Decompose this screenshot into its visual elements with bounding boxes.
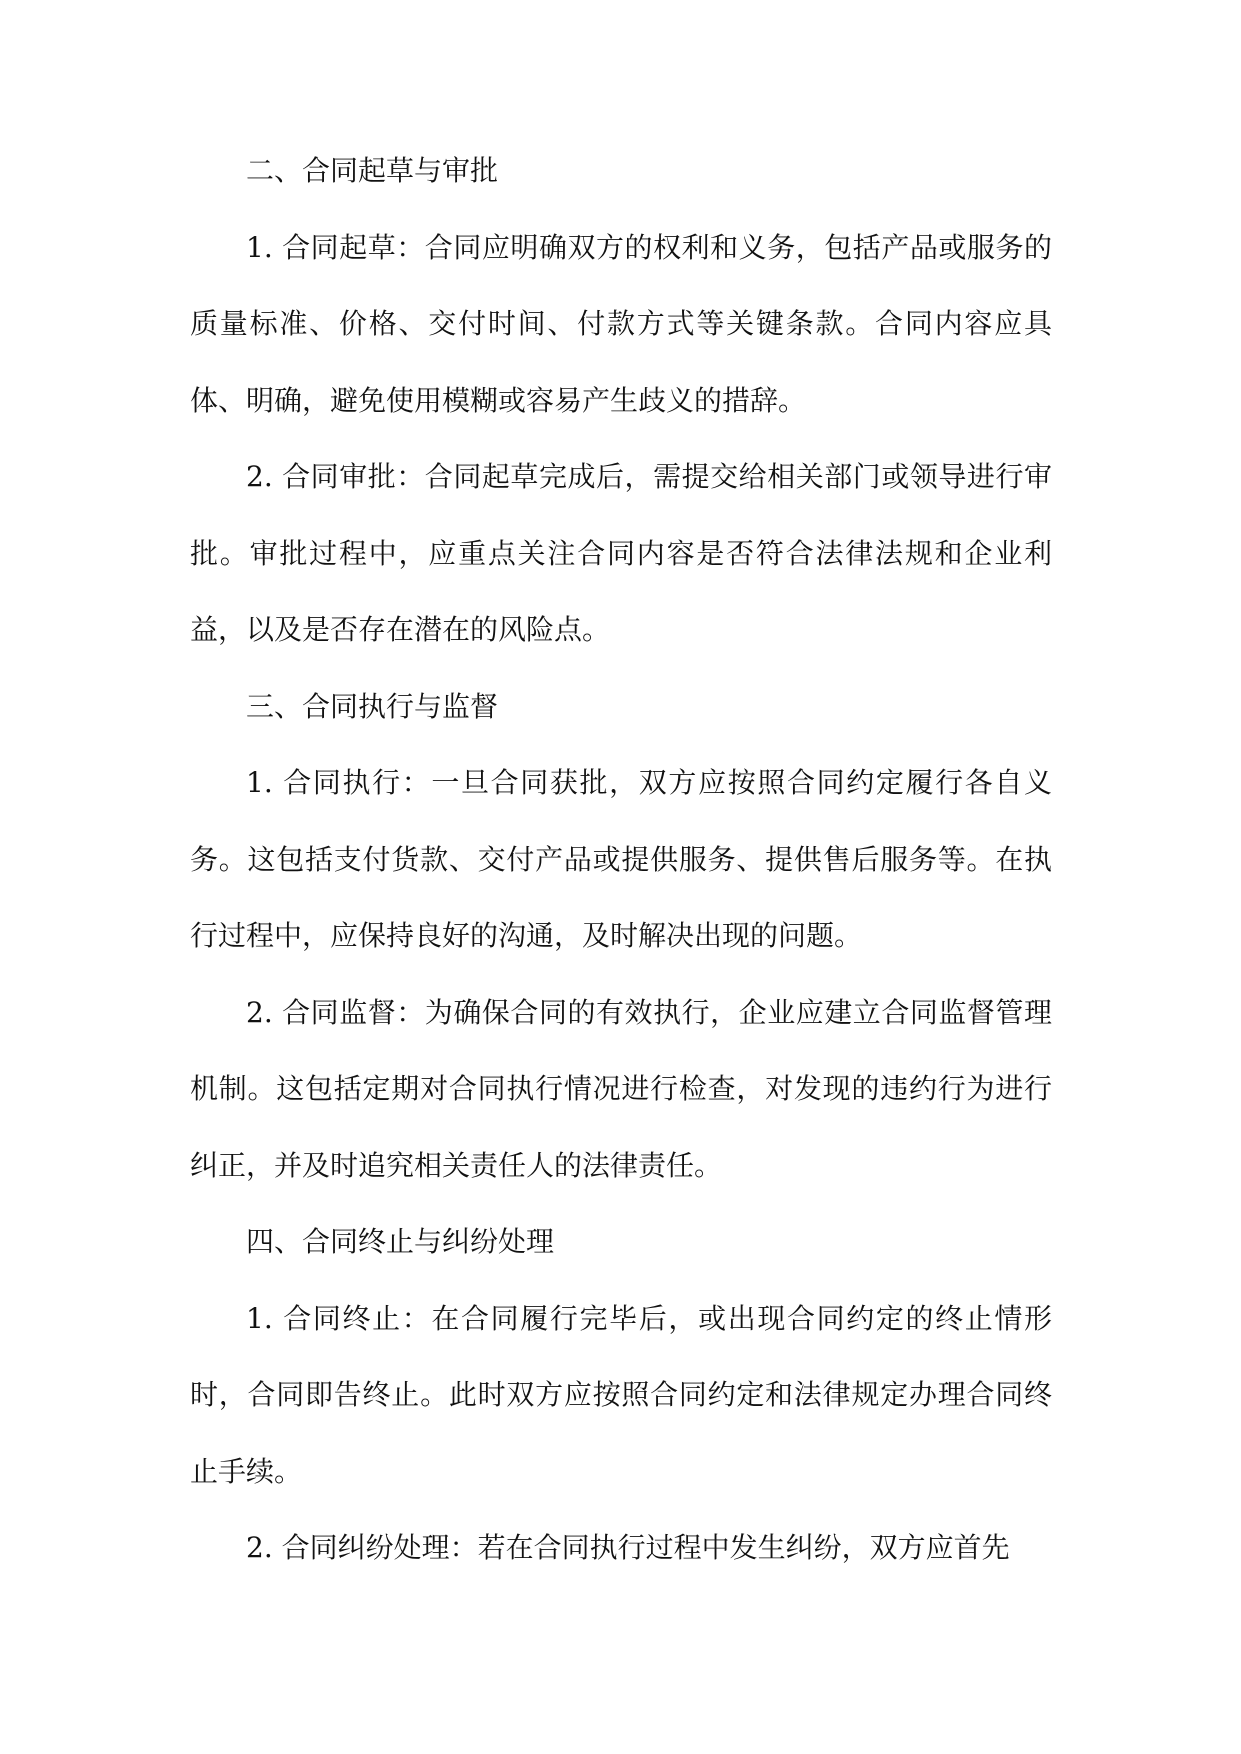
paragraph: 2. 合同审批：合同起草完成后，需提交给相关部门或领导进行审批。审批过程中，应重点关注合同内容是否符合法律法规和企业利益，以及是否存在潜在的风险点。 [190, 460, 1052, 646]
paragraph: 1. 合同终止：在合同履行完毕后，或出现合同约定的终止情形时，合同即告终止。此时双方应按照合同约定和法律规定办理合同终止手续。 [190, 1301, 1052, 1488]
section-heading: 三、合同执行与监督 [246, 689, 499, 723]
paragraph: 1. 合同执行：一旦合同获批，双方应按照合同约定履行各自义务。这包括支付货款、交付产品或提供服务、提供售后服务等。在执行过程中，应保持良好的沟通，及时解决出现的问题。 [190, 766, 1052, 952]
paragraph: 2. 合同纠纷处理：若在合同执行过程中发生纠纷，双方应首先 [246, 1531, 1010, 1564]
document-page [190, 133, 1052, 1587]
paragraph: 2. 合同监督：为确保合同的有效执行，企业应建立合同监督管理机制。这包括定期对合同执行情况进行检查，对发现的违约行为进行纠正，并及时追究相关责任人的法律责任。 [190, 995, 1052, 1182]
paragraph: 1. 合同起草：合同应明确双方的权利和义务，包括产品或服务的质量标准、价格、交付时间、付款方式等关键条款。合同内容应具体、明确，避免使用模糊或容易产生歧义的措辞。 [190, 230, 1052, 417]
section-heading: 二、合同起草与审批 [246, 154, 499, 187]
section-heading: 四、合同终止与纠纷处理 [246, 1225, 555, 1258]
